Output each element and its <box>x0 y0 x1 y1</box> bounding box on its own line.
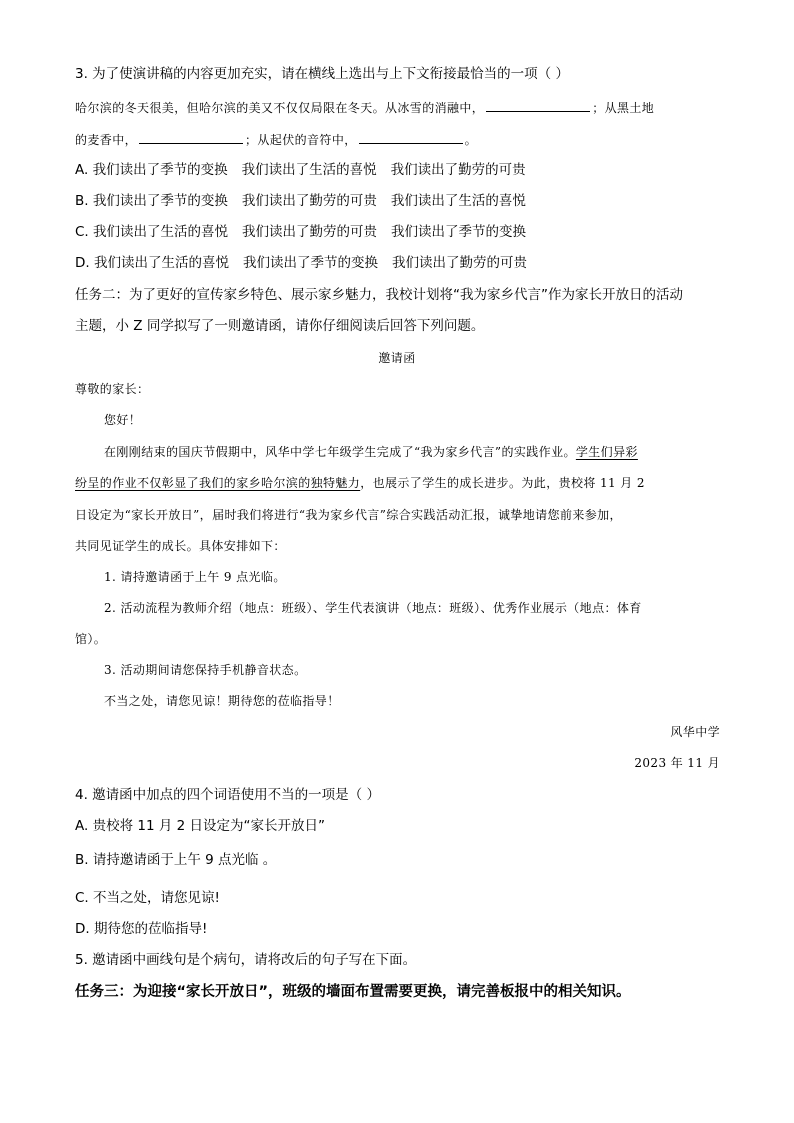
q5-stem: 5. 邀请函中画线句是个病句，请将改后的句子写在下面。 <box>75 952 417 968</box>
q3-passage-text: ；从黑土地 <box>592 101 655 115</box>
q4-option-d[interactable]: D. 期待您的莅临指导! <box>75 921 208 937</box>
q3-option-b[interactable] <box>75 191 526 211</box>
task3-heading: 任务三：为迎接“家长开放日”，班级的墙面布置需要更换，请完善板报中的相关知识。 <box>75 984 631 1000</box>
underlined-sentence: 纷呈的作业不仅彰显了我们的家乡哈尔滨的独特魅力 <box>75 476 361 490</box>
option-phrase: 我们读出了勤劳的可贵 <box>391 255 527 271</box>
answer-blank[interactable] <box>486 97 590 112</box>
letter-closing: 不当之处，请您见谅！期待您的莅临指导！ <box>104 694 340 708</box>
q4-option-c[interactable]: C. 不当之处，请您见谅! <box>75 890 220 906</box>
option-label: A. <box>75 162 89 178</box>
letter-greeting: 您好！ <box>104 413 142 427</box>
option-phrase: 我们读出了生活的喜悦 <box>241 162 377 178</box>
option-phrase: 我们读出了生活的喜悦 <box>390 193 526 209</box>
option-phrase: 我们读出了季节的变换 <box>391 224 527 240</box>
option-label: C. <box>75 224 89 240</box>
letter-item-2-line-2: 馆）。 <box>75 632 107 646</box>
letter-paragraph-line-2 <box>75 473 645 493</box>
q3-passage-line-1 <box>75 97 654 118</box>
letter-date: 2023 年 11 月 <box>634 756 720 770</box>
q4-option-b[interactable]: B. 请持邀请函于上午 9 点光临 。 <box>75 852 277 868</box>
letter-item-2-line-1: 2. 活动流程为教师介绍（地点：班级）、学生代表演讲（地点：班级）、优秀作业展示（地点：体育 <box>104 601 642 615</box>
q3-passage-text: ；从起伏的音符中， <box>245 133 357 147</box>
q3-stem: 3. 为了使演讲稿的内容更加充实，请在横线上选出与上下文衔接最恰当的一项（ ） <box>75 66 569 82</box>
answer-blank[interactable] <box>139 129 243 144</box>
option-label: B. <box>75 193 89 209</box>
letter-salutation: 尊敬的家长： <box>75 382 150 396</box>
option-label: D. <box>75 255 90 271</box>
q3-passage-line-2 <box>75 129 477 150</box>
letter-item-3: 3. 活动期间请您保持手机静音状态。 <box>104 663 307 677</box>
letter-text: 在刚刚结束的国庆节假期中，风华中学七年级学生完成了“我为家乡代言”的实践作业。 <box>104 445 576 459</box>
underlined-sentence: 学生们异彩 <box>575 445 638 459</box>
q4-stem: 4. 邀请函中加点的四个词语使用不当的一项是（ ） <box>75 787 380 803</box>
q3-passage-text: 的麦香中， <box>75 133 138 147</box>
option-phrase: 我们读出了季节的变换 <box>92 193 228 209</box>
option-phrase: 我们读出了勤劳的可贵 <box>241 193 377 209</box>
letter-paragraph-line-1 <box>104 442 638 462</box>
q3-passage-text: 哈尔滨的冬天很美，但哈尔滨的美又不仅仅局限在冬天。从冰雪的消融中， <box>75 101 485 115</box>
letter-signature: 风华中学 <box>670 725 720 739</box>
option-phrase: 我们读出了季节的变换 <box>242 255 378 271</box>
q4-option-a[interactable]: A. 贵校将 11 月 2 日设定为“家长开放日” <box>75 818 326 834</box>
option-phrase: 我们读出了生活的喜悦 <box>93 255 229 271</box>
q3-option-c[interactable] <box>75 222 526 242</box>
option-phrase: 我们读出了生活的喜悦 <box>93 224 229 240</box>
q3-option-d[interactable] <box>75 253 527 273</box>
letter-paragraph-line-4: 共同见证学生的成长。具体安排如下： <box>75 539 286 553</box>
task2-intro-line-1: 任务二：为了更好的宣传家乡特色、展示家乡魅力，我校计划将“我为家乡代言”作为家长开放日的活动 <box>75 287 683 303</box>
letter-text: ，也展示了学生的成长进步。为此，贵校将 11 月 2 <box>360 476 645 490</box>
answer-blank[interactable] <box>359 129 463 144</box>
q3-option-a[interactable] <box>75 160 526 180</box>
option-phrase: 我们读出了季节的变换 <box>92 162 228 178</box>
task2-intro-line-2: 主题，小 Z 同学拟写了一则邀请函，请你仔细阅读后回答下列问题。 <box>75 318 485 334</box>
option-phrase: 我们读出了勤劳的可贵 <box>390 162 526 178</box>
letter-title: 邀请函 <box>378 351 416 365</box>
letter-paragraph-line-3: 日设定为“家长开放日”，届时我们将进行“我为家乡代言”综合实践活动汇报，诚挚地请您前来参加， <box>75 508 622 522</box>
letter-item-1: 1. 请持邀请函于上午 9 点光临。 <box>104 570 286 584</box>
q3-passage-text: 。 <box>464 133 478 147</box>
option-phrase: 我们读出了勤劳的可贵 <box>242 224 378 240</box>
